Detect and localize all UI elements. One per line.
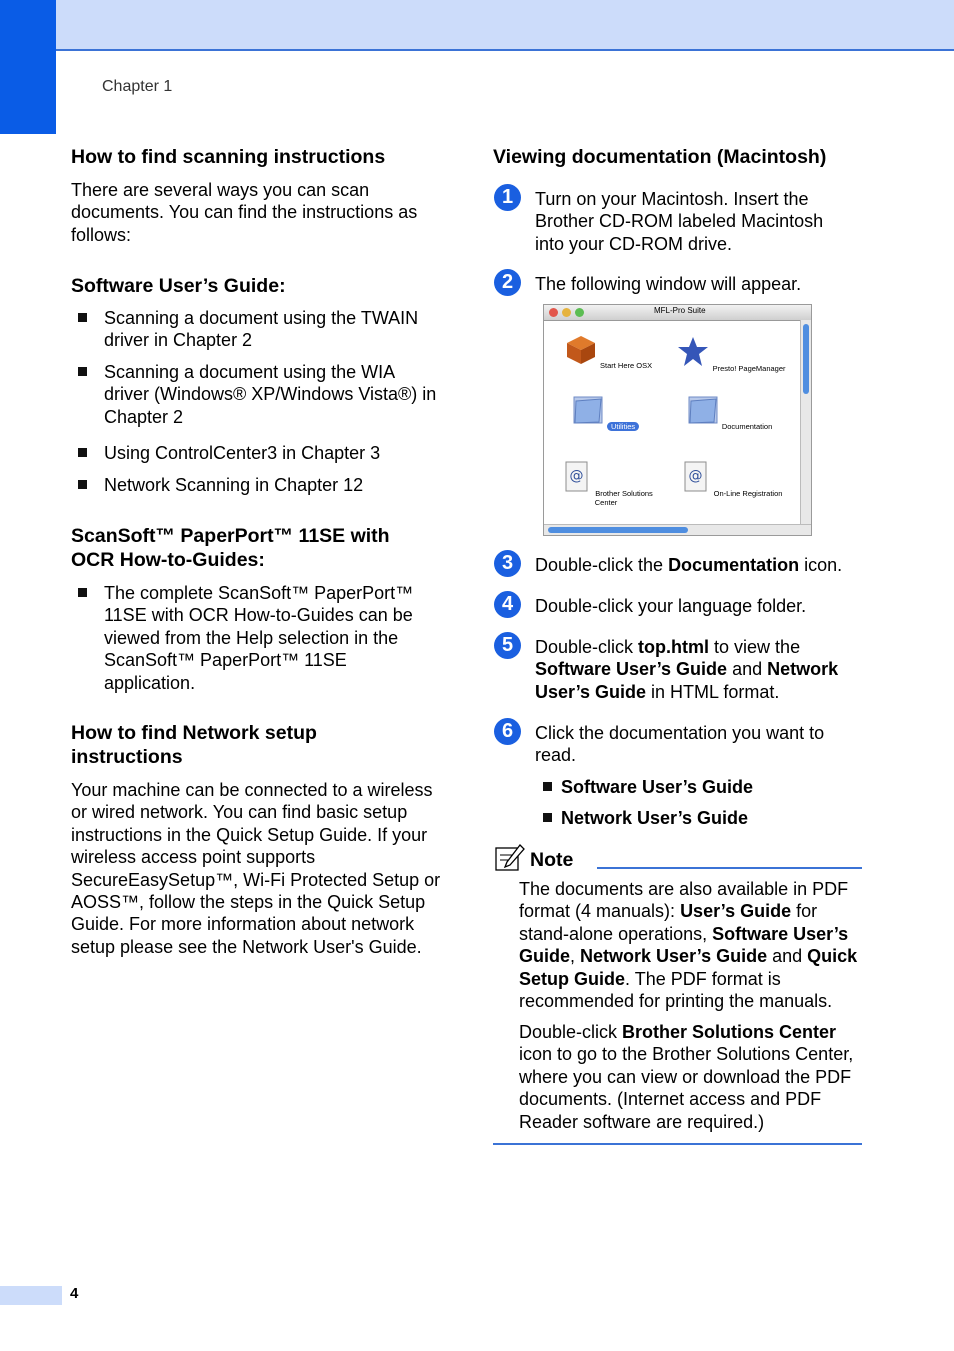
step-2-text: The following window will appear. <box>535 274 802 294</box>
bullet-square-icon <box>78 313 87 322</box>
utilities-folder-icon[interactable]: Utilities <box>550 393 660 431</box>
zoom-dot-icon[interactable] <box>575 308 584 317</box>
scroll-thumb[interactable] <box>803 324 809 394</box>
step-5-text: Double-click top.html to view the Software User’s Guide and Network User’s Guide in HTML format. <box>535 637 839 702</box>
step-5-badge: 5 <box>494 632 521 659</box>
bullet-square-icon <box>543 782 552 791</box>
online-registration-icon[interactable]: @ On-Line Registration <box>675 460 785 498</box>
web-document-icon <box>678 460 712 494</box>
note-pencil-icon <box>494 843 526 873</box>
window-titlebar <box>544 305 811 321</box>
bullet-square-icon <box>78 480 87 489</box>
svg-text:@: @ <box>569 468 584 484</box>
network-setup-heading: How to find Network setup instructions <box>71 722 317 768</box>
step-4-text: Double-click your language folder. <box>535 596 807 616</box>
step-6-text: Click the documentation you want to read. <box>535 723 825 766</box>
note-label: Note <box>530 849 574 871</box>
step-6-badge: 6 <box>494 718 521 745</box>
package-icon <box>564 332 598 366</box>
window-title: MFL-Pro Suite <box>654 306 706 315</box>
step-4-badge: 4 <box>494 591 521 618</box>
step-1-text: Turn on your Macintosh. Insert the Brother CD-ROM labeled Macintosh into your CD-ROM drive. <box>535 189 824 254</box>
scan-intro-text: There are several ways you can scan documents. You can find the instructions as follows: <box>71 180 418 245</box>
step-3-badge: 3 <box>494 550 521 577</box>
start-here-osx-icon[interactable]: Start Here OSX <box>553 332 663 370</box>
scroll-thumb[interactable] <box>548 527 688 533</box>
brother-solutions-center-icon[interactable]: @ Brother Solutions Center <box>551 460 661 507</box>
bullet-square-icon <box>543 813 552 822</box>
documentation-folder-icon[interactable]: Documentation <box>674 393 784 431</box>
svg-text:@: @ <box>688 468 703 484</box>
note-header <box>494 843 862 873</box>
scansoft-heading: ScanSoft™ PaperPort™ 11SE with OCR How-to-Guides: <box>71 525 390 571</box>
folder-icon <box>571 393 605 427</box>
mfl-pro-suite-window <box>543 304 812 536</box>
presto-logo-icon <box>676 335 710 369</box>
note-text-1: The documents are also available in PDF format (4 manuals): User’s Guide for stand-alone operations, Software User’s Guide, Network User’s Guide and Quick Setup Guide. The PDF format is recommended for printing the manuals. <box>519 879 858 1012</box>
note-rule <box>597 867 862 869</box>
chapter-tab <box>0 0 56 134</box>
presto-pagemanager-icon[interactable]: Presto! PageManager <box>676 335 786 373</box>
header-band <box>0 0 954 51</box>
folder-icon <box>686 393 720 427</box>
note-text-2: Double-click Brother Solutions Center icon to go to the Brother Solutions Center, where you can view or download the PDF documents. (Internet access and PDF Reader software are required.) <box>519 1022 854 1132</box>
step-2-badge: 2 <box>494 269 521 296</box>
close-dot-icon[interactable] <box>549 308 558 317</box>
page-number-band <box>0 1286 62 1305</box>
note-bottom-rule <box>493 1143 862 1145</box>
horizontal-scrollbar[interactable] <box>544 524 811 535</box>
page-number: 4 <box>70 1285 79 1302</box>
bullet-square-icon <box>78 588 87 597</box>
bullet-square-icon <box>78 367 87 376</box>
bullet-square-icon <box>78 448 87 457</box>
minimize-dot-icon[interactable] <box>562 308 571 317</box>
step-3-text: Double-click the Documentation icon. <box>535 555 843 575</box>
vertical-scrollbar[interactable] <box>800 320 811 530</box>
viewing-doc-heading: Viewing documentation (Macintosh) <box>493 146 827 168</box>
scan-instructions-heading: How to find scanning instructions <box>71 146 386 168</box>
web-document-icon <box>559 460 593 494</box>
software-guide-heading: Software User’s Guide: <box>71 275 286 297</box>
step-1-badge: 1 <box>494 184 521 211</box>
chapter-label: Chapter 1 <box>102 78 173 95</box>
network-setup-text: Your machine can be connected to a wireless or wired network. You can find basic setup instructions in the Quick Setup Guide. If your wireless access point supports SecureEasySetup™, Wi-Fi Protected Setup or AOSS™, follow the steps in the Quick Setup Guide. For more information about network setup please see the Network User's Guide. <box>71 780 441 957</box>
